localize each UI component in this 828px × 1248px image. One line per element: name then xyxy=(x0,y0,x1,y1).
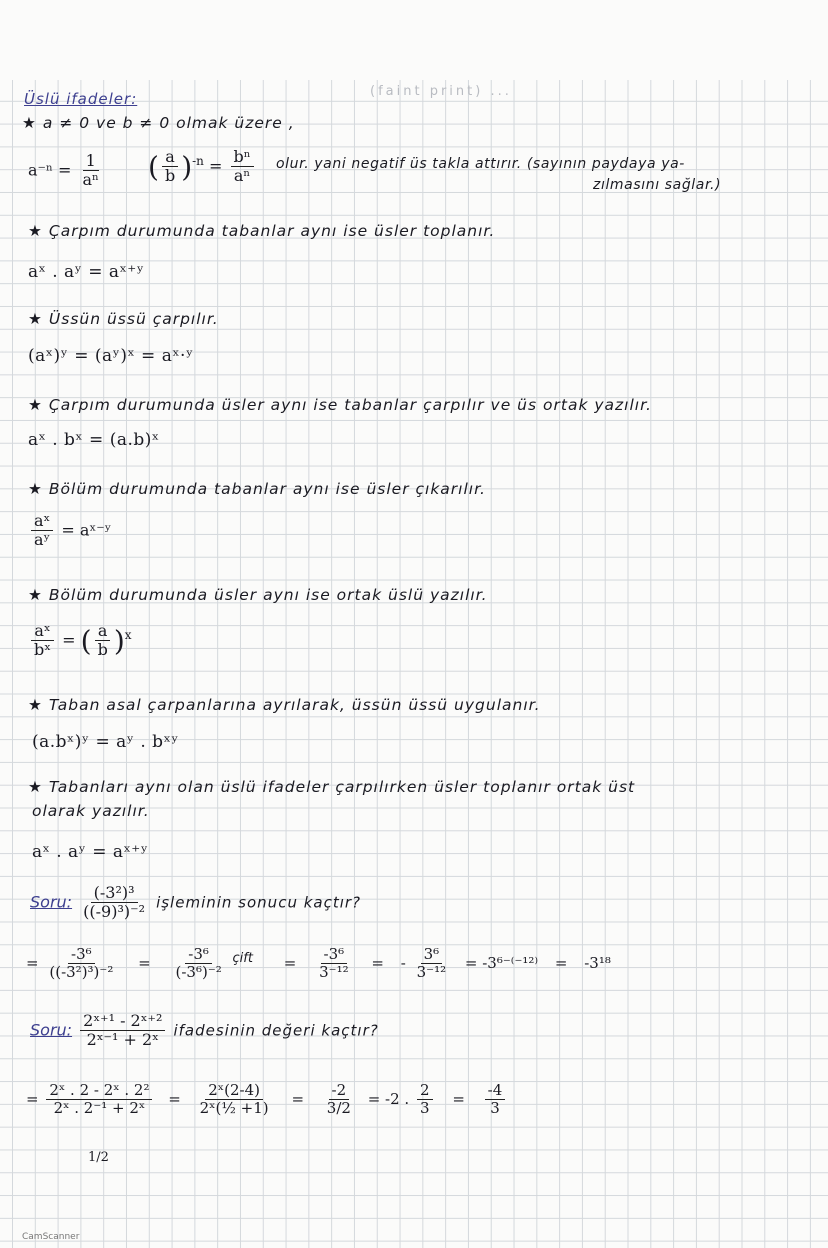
rule-7-formula: aˣ . aʸ = aˣ⁺ʸ xyxy=(32,842,149,862)
soru-2-label: Soru: xyxy=(30,1020,73,1040)
formula1-den: aⁿ xyxy=(82,170,99,190)
soru-1-step4-num: 3⁶ xyxy=(421,946,443,964)
rule-2-label: Üssün üssü çarpılır. xyxy=(48,310,219,328)
soru-2-result-den: 3 xyxy=(490,1099,500,1118)
star-icon: ★ xyxy=(28,222,43,240)
formula2-rhs-num: bⁿ xyxy=(231,148,254,167)
soru-1-step3-num: -3⁶ xyxy=(321,946,348,964)
rule-4-fraction xyxy=(31,512,53,550)
rule-7-label: Tabanları aynı olan üslü ifadeler çarpılırken üsler toplanır ortak üst xyxy=(48,778,636,796)
soru-1-step3-den: 3⁻¹² xyxy=(319,963,349,982)
negative-fraction-formula: ( $\frac{a}{b}$ )$^{-n}$ = $\frac{\text{bⁿ}}{\text{aⁿ}}$ xyxy=(148,148,257,186)
soru-1-step5: = -3⁶⁻⁽⁻¹²⁾ xyxy=(464,953,539,972)
rule-6-formula: (a.bˣ)ʸ = aʸ . bˣʸ xyxy=(32,732,179,752)
rule-5-text xyxy=(28,586,488,604)
negative-note-line2: zılmasını sağlar.) xyxy=(593,177,722,193)
rule-3-label: Çarpım durumunda üsler aynı ise tabanlar çarpılır ve üs ortak yazılır. xyxy=(48,396,652,414)
formula2-paren-den: b xyxy=(164,166,176,186)
star-icon: ★ xyxy=(22,114,37,132)
rule-4-den: aʸ xyxy=(34,530,51,550)
soru-1-result: -3¹⁸ xyxy=(584,953,611,972)
rule-4-text xyxy=(28,480,486,498)
rule-4-rhs: = aˣ⁻ʸ xyxy=(61,520,112,540)
soru-1-step4-sign: - xyxy=(400,953,406,972)
footer-watermark: CamScanner xyxy=(22,1232,80,1242)
soru-2-step3-den: 3/2 xyxy=(326,1099,351,1118)
rule-5-paren-den: b xyxy=(97,640,108,660)
soru-2-step1 xyxy=(46,1082,152,1118)
soru-1-den: ((-9)³)⁻² xyxy=(83,902,145,922)
rule-3-formula: aˣ . bˣ = (a.b)ˣ xyxy=(28,430,160,450)
soru-2-fraction xyxy=(80,1012,165,1050)
soru-1-num: (-3²)³ xyxy=(91,884,138,903)
soru-2-step1-num: 2ˣ . 2 - 2ˣ . 2² xyxy=(46,1082,152,1100)
rule-4-num: aˣ xyxy=(31,512,53,531)
star-icon: ★ xyxy=(28,396,43,414)
rule-3-text xyxy=(28,396,652,414)
soru-1-step1-den: ((-3²)³)⁻² xyxy=(49,963,114,982)
soru-1-question-text: işleminin sonucu kaçtır? xyxy=(156,893,362,912)
soru-1-question xyxy=(30,884,361,922)
soru-2-under-note: 1/2 xyxy=(88,1150,109,1165)
conditions-line xyxy=(22,114,295,132)
soru-1-step1 xyxy=(46,946,116,982)
soru-1-step2 xyxy=(172,946,224,982)
soru-1-step1-num: -3⁶ xyxy=(68,946,95,964)
soru-2-step4-fraction xyxy=(417,1082,433,1118)
formula1-lhs: a⁻ⁿ = xyxy=(28,160,72,180)
soru-1-step2-num: -3⁶ xyxy=(185,946,212,964)
soru-1-label: Soru: xyxy=(30,892,73,912)
soru-2-question-text: ifadesinin değeri kaçtır? xyxy=(173,1021,379,1040)
rule-7-text-line2: olarak yazılır. xyxy=(32,802,150,820)
soru-2-step3 xyxy=(324,1082,354,1118)
formula1-num: 1 xyxy=(83,152,99,171)
rule-2-formula: (aˣ)ʸ = (aʸ)ˣ = aˣ·ʸ xyxy=(28,346,194,366)
formula1-fraction xyxy=(80,152,102,190)
soru-2-question xyxy=(30,1012,379,1050)
rule-5-den: bˣ xyxy=(34,640,52,660)
rule-7-text-line1 xyxy=(28,778,635,796)
soru-2-step4-num: 2 xyxy=(417,1082,433,1100)
soru-2-result xyxy=(485,1082,506,1118)
page-top-margin xyxy=(0,0,828,80)
soru-1-step4-den: 3⁻¹² xyxy=(416,963,447,982)
rule-5-num: aˣ xyxy=(31,622,53,641)
negative-note-line1: olur. yani negatif üs takla attırır. (sayının paydaya ya- xyxy=(276,156,685,172)
soru-2-step4-den: 3 xyxy=(419,1099,430,1118)
soru-1-fraction xyxy=(80,884,148,922)
soru-2-den: 2ˣ⁻¹ + 2ˣ xyxy=(86,1030,159,1050)
star-icon: ★ xyxy=(28,480,43,498)
soru-2-step2 xyxy=(197,1082,272,1118)
rule-1-label: Çarpım durumunda tabanlar aynı ise üsler toplanır. xyxy=(48,222,496,240)
soru-2-num: 2ˣ⁺¹ - 2ˣ⁺² xyxy=(80,1012,165,1031)
soru-1-step2-den: (-3⁶)⁻² xyxy=(175,963,222,982)
formula2-paren-num: a xyxy=(162,148,178,167)
soru-2-result-num: -4 xyxy=(485,1082,506,1100)
rule-5-paren-num: a xyxy=(95,622,111,641)
soru-1-solution: = $\frac{\text{-3⁶}}{\text{((-3²)³)⁻²}}$ = $\frac{\text{-3⁶}}{\text{(-3⁶)⁻²}}$ $^{çift}$ = $\frac{\text{-3⁶}}{\text{3⁻¹²}}$ = - $\frac{\text{3⁶}}{\text{3⁻¹²}}$ = -3⁶⁻⁽⁻¹²⁾ = -3¹⁸ xyxy=(26,945,611,982)
page-title: Üslü ifadeler: xyxy=(24,90,138,108)
rule-5-paren-fraction xyxy=(95,622,111,660)
rule-1-text xyxy=(28,222,495,240)
soru-2-step1-den: 2ˣ . 2⁻¹ + 2ˣ xyxy=(53,1099,146,1118)
star-icon: ★ xyxy=(28,310,43,328)
rule-5-formula: $\frac{\text{aˣ}}{\text{bˣ}}$ = ( $\frac{a}{b}$ )$^x$ xyxy=(28,622,132,660)
soru-2-step2-den: 2ˣ(½ +1) xyxy=(199,1099,269,1118)
star-icon: ★ xyxy=(28,696,43,714)
negative-exponent-formula xyxy=(28,152,105,190)
soru-2-solution: = $\frac{\text{2ˣ . 2 - 2ˣ . 2²}}{\text{2ˣ . 2⁻¹ + 2ˣ}}$ = $\frac{\text{2ˣ(2-4)}}{\text{2ˣ(½ +1)}}$ = $\frac{-2}{3/2}$ = -2 . $\frac{2}{3}$ = $\frac{-4}{3}$ xyxy=(26,1082,508,1118)
soru-1-step4 xyxy=(414,946,450,982)
formula2-paren-fraction xyxy=(162,148,178,186)
rule-2-text xyxy=(28,310,219,328)
rule-5-fraction xyxy=(31,622,54,660)
rule-6-text xyxy=(28,696,541,714)
soru-2-step4: = -2 . xyxy=(367,1089,414,1108)
soru-2-step3-num: -2 xyxy=(329,1082,350,1100)
rule-4-formula xyxy=(28,512,111,550)
rule-6-label: Taban asal çarpanlarına ayrılarak, üssün üssü uygulanır. xyxy=(48,696,541,714)
soru-2-step2-num: 2ˣ(2-4) xyxy=(205,1082,263,1100)
formula2-exp: -n xyxy=(192,154,204,169)
formula2-rhs-den: aⁿ xyxy=(233,166,251,186)
soru-1-step3 xyxy=(316,946,352,982)
star-icon: ★ xyxy=(28,586,43,604)
rule-5-label: Bölüm durumunda üsler aynı ise ortak üslü yazılır. xyxy=(48,586,488,604)
star-icon: ★ xyxy=(28,778,43,796)
faint-header-print: (faint print) ... xyxy=(370,84,512,99)
rule-4-label: Bölüm durumunda tabanlar aynı ise üsler çıkarılır. xyxy=(48,480,486,498)
conditions-text: a ≠ 0 ve b ≠ 0 olmak üzere , xyxy=(42,114,295,132)
soru-1-note: çift xyxy=(232,950,253,966)
rule-1-formula: aˣ . aʸ = aˣ⁺ʸ xyxy=(28,262,145,282)
rule-5-exp: x xyxy=(124,628,132,643)
formula2-rhs-fraction xyxy=(231,148,254,186)
